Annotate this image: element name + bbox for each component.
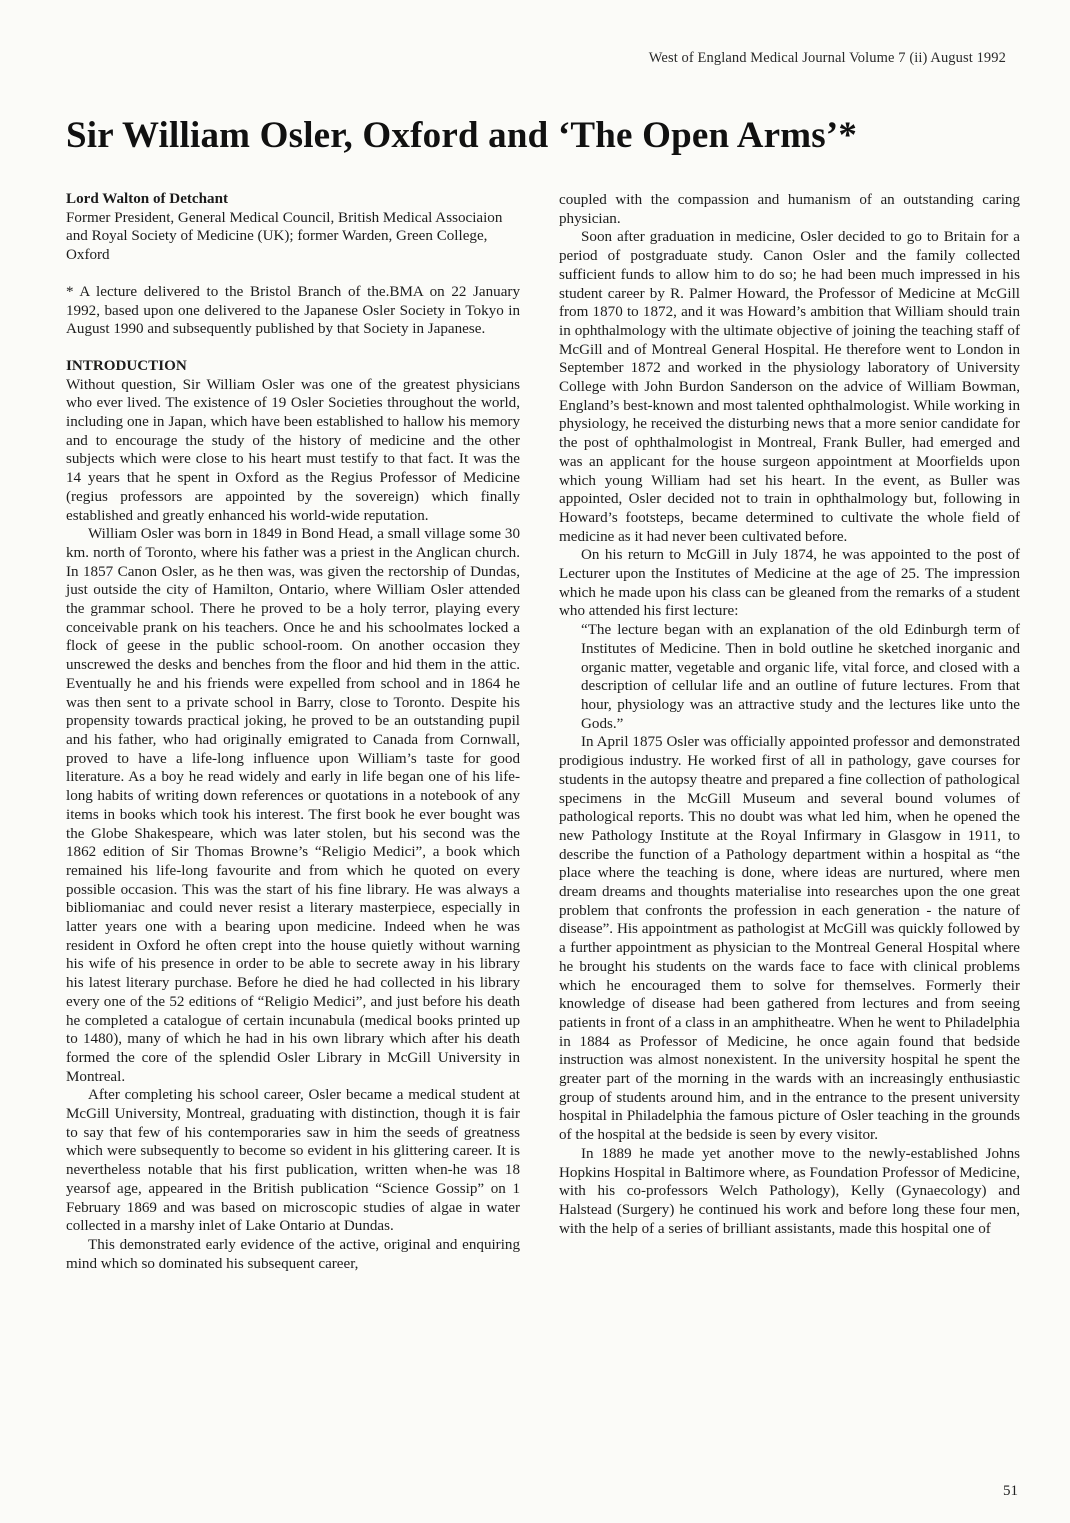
paragraph: On his return to McGill in July 1874, he was appointed to the post of Lecturer upon the Institutes of Medicine at the age of 25. The impression which he made upon his class can be gleaned from the remarks of a student who attended his first lecture: <box>559 547 1020 620</box>
paragraph: Soon after graduation in medicine, Osler decided to go to Britain for a period of postgraduate study. Canon Osler and the family collected sufficient funds to allow him to do so; he had been much impressed in his student career by R. Palmer Howard, the Professor of Medicine at McGill from 1870 to 1872, and it was Howard’s ambition that William should train in ophthalmology with the ultimate objective of joining the teaching staff of McGill and of Montreal General Hospital. He therefore went to London in September 1872 and worked in the physiology laboratory of University College with John Burdon Sanderson on the advice of William Bowman, England’s best-known and most talented ophthalmologist. While working in physiology, he received the disturbing news that a more senior candidate for the post of ophthalmologist in Montreal, Frank Buller, had emerged and was an applicant for the house surgeon appointment at Moorfields upon which young William had set his heart. In the event, as Buller was appointed, Osler decided not to train in ophthalmology but, following in Howard’s footsteps, became determined to cultivate the whole field of medicine as it had never been cultivated before. <box>559 229 1020 545</box>
paragraph: William Osler was born in 1849 in Bond Head, a small village some 30 km. north of Toronto, where his father was a priest in the Anglican church. In 1857 Canon Osler, as he then was, was given the rectorship of Dundas, just outside the city of Hamilton, Ontario, where William Osler attended the grammar school. There he proved to be a holy terror, playing every conceivable prank on his teachers. Once he and his schoolmates locked a flock of geese in the public school-room. On another occasion they unscrewed the desks and benches from the floor and hid them in the attic. Eventually he and his friends were expelled from school and in 1864 he was then sent to a private school in Barry, close to Toronto. Despite his propensity towards practical joking, he proved to be an outstanding pupil and his father, who had originally emigrated to Canada from Cornwall, proved to have a life-long influence upon William’s taste for good literature. As a boy he read widely and early in life began one of his life-long habits of writing down references or quotations in a notebook of any items in books which took his interest. The first book he ever bought was the Globe Shakespeare, which was later stolen, but his second was the 1862 edition of Sir Thomas Browne’s “Religio Medici”, a book which remained his life-long favourite and from which he quoted on every possible occasion. This was the start of his fine library. He was always a bibliomaniac and could never resist a literary masterpiece, especially in latter years one with a bearing upon medicine. Indeed when he was resident in Oxford he often crept into the house quietly without warning his wife of his presence in order to be able to secrete away in his library his latest literary purchase. Before he died he had collected in his library every one of the 52 editions of “Religio Medici”, and just before his death he completed a catalogue of certain incunabula (medical books printed up to 1480), many of which he had in his own library which after his death formed the core of the splendid Osler Library in McGill University in Montreal. <box>66 526 520 1085</box>
paragraph: After completing his school career, Osler became a medical student at McGill University, Montreal, graduating with distinction, though it is fair to say that few of his contemporaries saw in him the seeds of greatness which were subsequently to become so evident in his glittering career. It is nevertheless notable that his first publication, written when-he was 18 yearsof age, appeared in the British publication “Science Gossip” on 1 February 1869 and was based on microscopic studies of algae in water collected in a marshy inlet of Lake Ontario at Dundas. <box>66 1087 520 1235</box>
left-column <box>66 190 520 1273</box>
section-heading: INTRODUCTION <box>66 357 187 374</box>
running-head: West of England Medical Journal Volume 7 (ii) August 1992 <box>648 50 1006 66</box>
paragraph: coupled with the compassion and humanism of an outstanding caring physician. <box>559 192 1020 227</box>
block-quote: “The lecture began with an explanation of the old Edinburgh term of Institutes of Medicine. Then in bold outline he sketched inorganic and organic matter, vegetable and organic life, vital force, and closed with a description of cellular life and an outline of future lectures. From that hour, physiology was an attractive study and the lectures like unto the Gods.” <box>581 622 1020 732</box>
paragraph: In 1889 he made yet another move to the newly-established Johns Hopkins Hospital in Baltimore where, as Foundation Professor of Medicine, with his co-professors Welch Pathology), Kelly (Gynaecology) and Halstead (Surgery) he continued his work and before long these four men, with the help of a series of brilliant assistants, made this hospital one of <box>559 1145 1020 1237</box>
author-name: Lord Walton of Detchant <box>66 191 228 207</box>
author-affiliation: Former President, General Medical Council, British Medical Associaion and Royal Society of Medicine (UK); former Warden, Green College, Oxford <box>66 209 503 264</box>
lecture-footnote: * A lecture delivered to the Bristol Branch of the.BMA on 22 January 1992, based upon one delivered to the Japanese Osler Society in Tokyo in August 1990 and subsequently published by that Society in Japanese. <box>66 283 520 338</box>
paragraph: In April 1875 Osler was officially appointed professor and demonstrated prodigious industry. He worked first of all in pathology, gave courses for students in the autopsy theatre and prepared a fine collection of pathological specimens in the McGill Museum and several bound volumes of pathological reports. This no doubt was what led him, when he opened the new Pathology Institute at the Royal Infirmary in Glasgow in 1911, to describe the function of a Pathology department within a hospital as “the place where the teaching is done, where ideas are nurtured, where men dream dreams and thoughts materialise into researches upon the one great problem that confronts the profession in each generation - the nature of disease”. His appointment as pathologist at McGill was quickly followed by a further appointment as physician to the Montreal General Hospital where he brought his students on the wards face to face with clinical problems which he encouraged them to solve for themselves. Formerly their knowledge of disease had been gathered from lectures and from seeing patients in front of a class in an amphitheatre. When he went to Philadelphia in 1884 as Professor of Medicine, he once again found that bedside instruction was almost nonexistent. In the university hospital he spent the greater part of the morning in the wards with an increasingly enthusiastic group of students around him, and in the entrance to the present university hospital in Philadelphia the famous picture of Osler teaching in the grounds of the hospital at the bedside is seen by every visitor. <box>559 734 1020 1144</box>
paragraph: Without question, Sir William Osler was one of the greatest physicians who ever lived. The existence of 19 Osler Societies throughout the world, including one in Japan, which have been established to hallow his memory and to encourage the study of the history of medicine and the other subjects which were close to his heart must testify to that fact. It was the 14 years that he spent in Oxford as the Regius Professor of Medicine (regius professors are appointed by the sovereign) which finally established and greatly enhanced his world-wide reputation. <box>66 376 520 524</box>
right-column <box>559 191 1020 1238</box>
page-number: 51 <box>1003 1483 1018 1499</box>
paragraph: This demonstrated early evidence of the active, original and enquiring mind which so dominated his subsequent career, <box>66 1236 520 1272</box>
article-title: Sir William Osler, Oxford and ‘The Open Arms’* <box>66 115 858 156</box>
